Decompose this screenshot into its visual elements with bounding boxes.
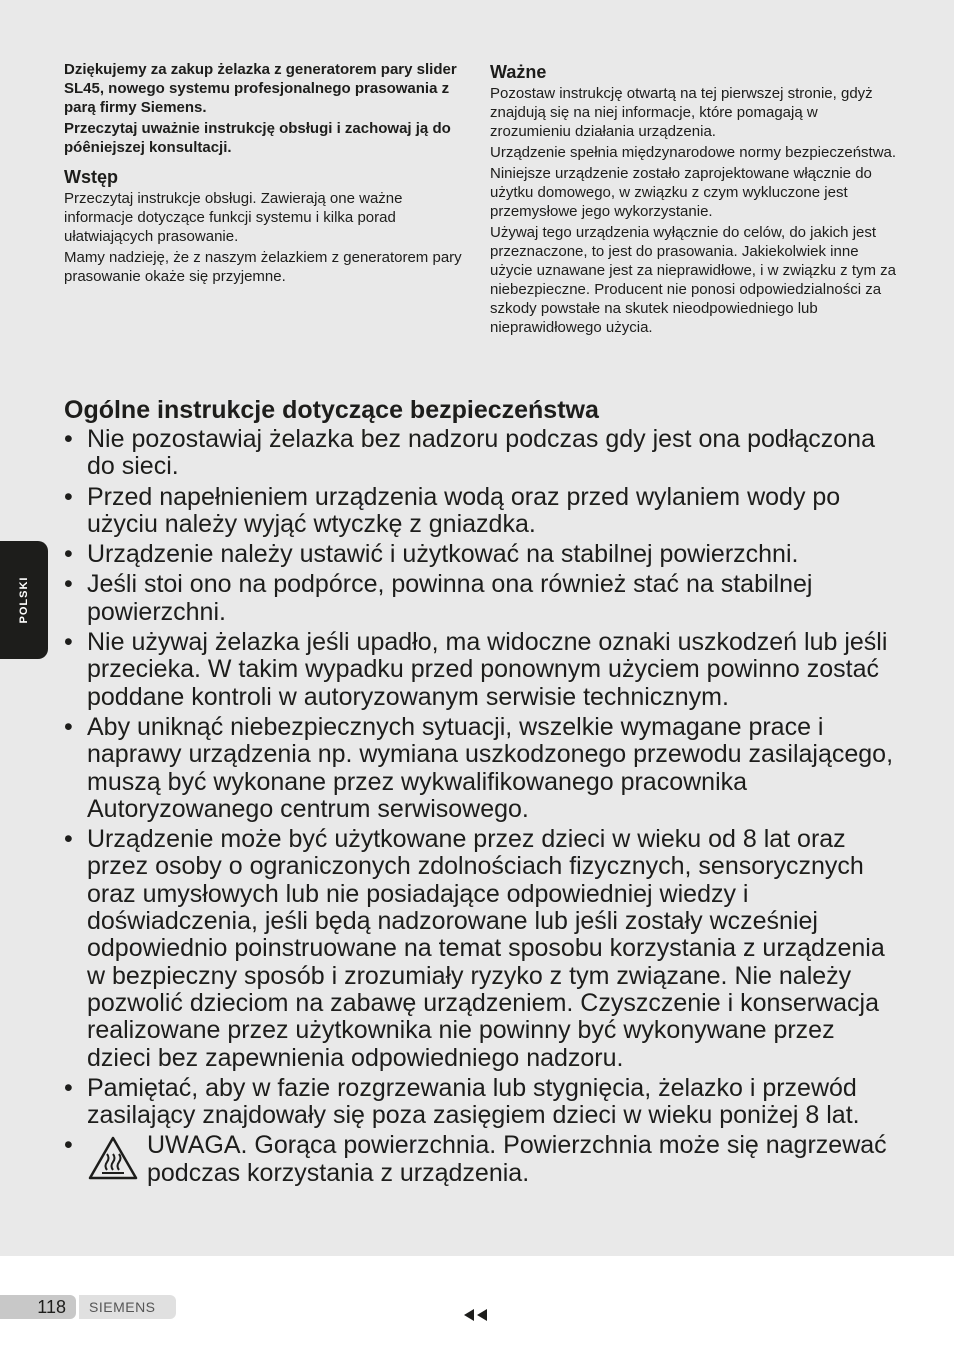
double-left-arrow-icon[interactable] <box>462 1308 490 1322</box>
language-side-tab <box>0 541 48 659</box>
page-number: 118 <box>0 1295 76 1319</box>
wstep-paragraph-2: Mamy nadzieję, że z naszym żelazkiem z generatorem pary prasowanie okaże się przyjemne. <box>64 249 462 285</box>
intro-column <box>64 60 464 288</box>
hot-surface-warning-icon <box>87 1135 139 1181</box>
safety-bullet: • Urządzenie może być użytkowane przez dzieci w wieku od 8 lat oraz przez osoby o ograniczonych zdolnościach fizycznych, sensorycznych oraz umysłowych lub nie posiadające odpowiedniej wiedzy i doświadczenia, jeśli będą nadzorowane lub jeśli zostały wcześniej odpowiednio poinstruowane na temat sposobu korzystania z urządzenia w bezpieczny sposób i zrozumiały ryzyko z tym związane. Nie należy pozwolić dzieciom na zabawę urządzeniem. Czyszczenie i konserwacja realizowane przez użytkownika nie powinny być wykonywane przez dzieci bez zapewnienia odpowiedniego nadzoru. <box>64 826 894 1072</box>
warning-text: • UWAGA. Gorąca powierzchnia. Powierzchnia może się nagrzewać podczas korzystania z urządzenia. <box>147 1131 887 1187</box>
safety-bullet: • Jeśli stoi ono na podpórce, powinna ona również stać na stabilnej powierzchni. <box>64 571 894 626</box>
safety-bullet: • Nie pozostawiaj żelazka bez nadzoru podczas gdy jest ona podłączona do sieci. <box>64 426 894 481</box>
safety-section <box>64 394 894 1190</box>
wazne-paragraph-1: Pozostaw instrukcję otwartą na tej pierwszej stronie, gdyż znajdują się na niej informacje, które pomagają w zrozumieniu działania urządzenia. <box>490 85 873 140</box>
safety-bullet: • Aby uniknąć niebezpiecznych sytuacji, wszelkie wymagane prace i naprawy urządzenia np. wymiana uszkodzonego przewodu zasilającego, muszą być wykonane przez wykwalifikowanego pracownika Autoryzowanego centrum serwisowego. <box>64 714 894 823</box>
brand-label: SIEMENS <box>79 1295 176 1319</box>
section-title-wstep: Wstęp <box>64 167 118 187</box>
important-column <box>490 61 900 339</box>
safety-bullet: • Urządzenie należy ustawić i użytkować na stabilnej powierzchni. <box>64 541 894 568</box>
language-label: POLSKI <box>18 576 30 624</box>
wazne-paragraph-2: Urządzenie spełnia międzynarodowe normy bezpieczeństwa. <box>490 144 897 161</box>
safety-bullet: • Przed napełnieniem urządzenia wodą oraz przed wylaniem wody po użyciu należy wyjąć wtyczkę z gniazdka. <box>64 484 894 539</box>
intro-read-carefully: Przeczytaj uważnie instrukcję obsługi i zachowaj ją do póêniejszej konsultacji. <box>64 120 451 156</box>
safety-bullet: • Pamiętać, aby w fazie rozgrzewania lub stygnięcia, żelazko i przewód zasilający znajdowały się poza zasięgiem dzieci w wieku poniżej 8 lat. <box>64 1075 894 1130</box>
wazne-paragraph-4: Używaj tego urządzenia wyłącznie do celów, do jakich jest przeznaczone, to jest do prasowania. Jakiekolwiek inne użycie uznawane jest za nieprawidłowe, i w związku z tym za niebezpieczne. Producent nie ponosi odpowiedzialności za szkody powstałe na skutek nieodpowiedniego lub nieprawidłowego użycia. <box>490 224 897 336</box>
safety-bullet-list <box>64 426 894 1187</box>
safety-title: Ogólne instrukcje dotyczące bezpieczeństwa <box>64 396 599 424</box>
wazne-paragraph-3: Niniejsze urządzenie zostało zaprojektowane włącznie do użytku domowego, w związku z czym wykluczone jest przemysłowe jego wykorzystanie. <box>490 165 872 220</box>
intro-thanks: Dziękujemy za zakup żelazka z generatorem pary slider SL45, nowego systemu profesjonalnego prasowania z parą firmy Siemens. <box>64 61 457 116</box>
safety-bullet-warning <box>64 1132 894 1187</box>
section-title-wazne: Ważne <box>490 62 547 82</box>
safety-bullet: • Nie używaj żelazka jeśli upadło, ma widoczne oznaki uszkodzeń lub jeśli przecieka. W takim wypadku przed ponownym użyciem powinno zostać poddane kontroli w autoryzowanym serwisie technicznym. <box>64 629 894 711</box>
wstep-paragraph-1: Przeczytaj instrukcje obsługi. Zawierają one ważne informacje dotyczące funkcji systemu i kilka porad ułatwiających prasowanie. <box>64 190 403 245</box>
